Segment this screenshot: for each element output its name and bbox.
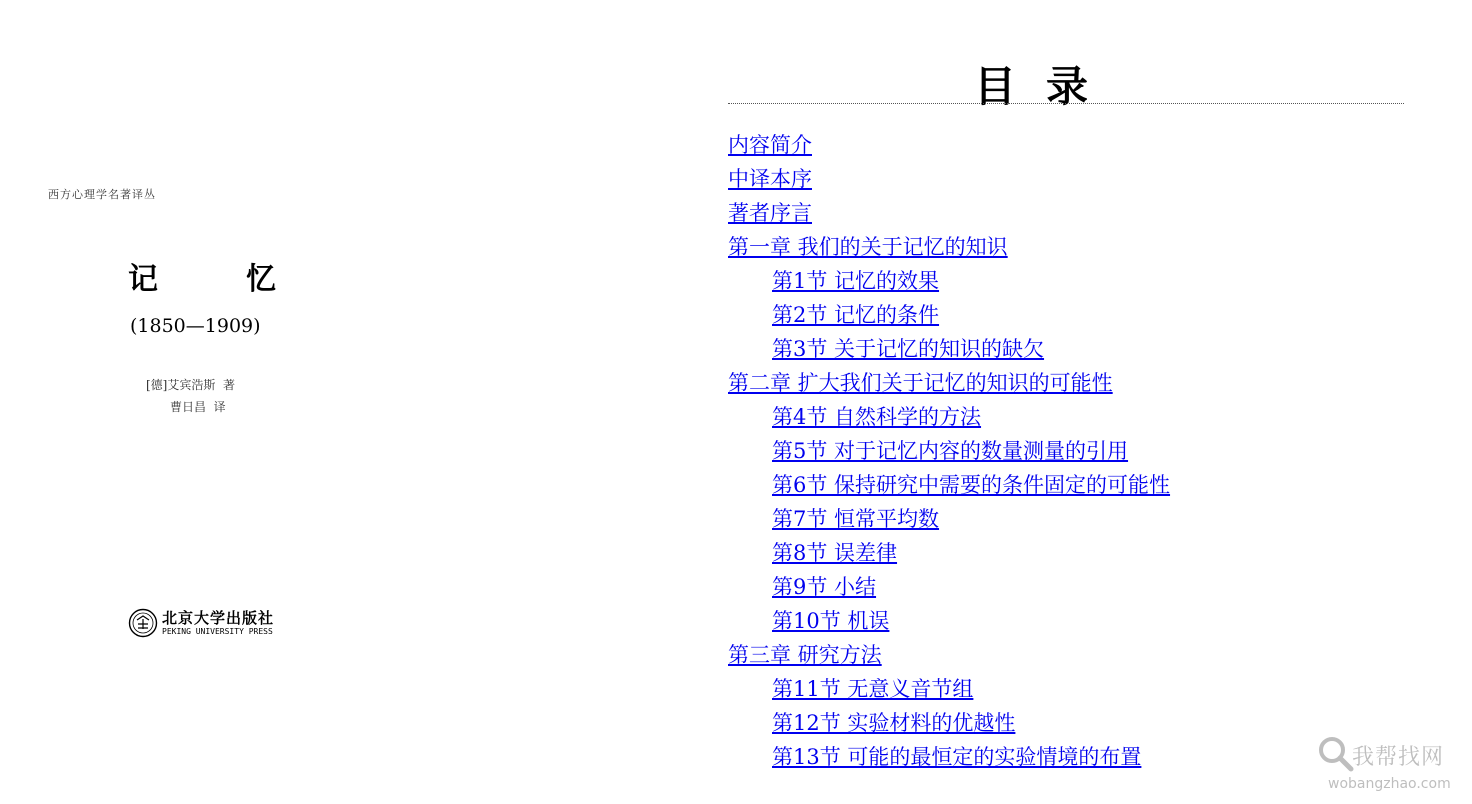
toc-entry-section [728, 400, 1170, 434]
toc-link-section[interactable]: 第2节 记忆的条件 [772, 303, 940, 327]
publisher-logo [128, 608, 274, 638]
toc-entry-section [728, 502, 1170, 536]
toc-entry-chapter [728, 366, 1170, 400]
toc-link-front[interactable]: 内容简介 [728, 133, 812, 157]
toc-entry-section [728, 604, 1170, 638]
toc-link-chapter[interactable]: 第一章 我们的关于记忆的知识 [728, 235, 1008, 259]
toc-link-section[interactable]: 第9节 小结 [772, 575, 877, 599]
toc-entry-section [728, 672, 1170, 706]
toc-link-chapter[interactable]: 第二章 扩大我们关于记忆的知识的可能性 [728, 371, 1113, 395]
toc-entry-front [728, 196, 1170, 230]
toc-link-section[interactable]: 第7节 恒常平均数 [772, 507, 940, 531]
book-title-char-2: 忆 [246, 262, 276, 297]
toc-entry-section [728, 536, 1170, 570]
toc-link-section[interactable]: 第1节 记忆的效果 [772, 269, 940, 293]
toc-entry-section [728, 434, 1170, 468]
translator-credit: 曹日昌 译 [170, 400, 226, 414]
toc-link-section[interactable]: 第11节 无意义音节组 [772, 677, 974, 701]
toc-entry-section [728, 706, 1170, 740]
book-title [128, 262, 276, 298]
publisher-name-en: PEKING UNIVERSITY PRESS [162, 626, 273, 636]
pku-emblem-icon [128, 608, 158, 638]
toc-entry-section [728, 298, 1170, 332]
toc-link-front[interactable]: 中译本序 [728, 167, 812, 191]
toc-entry-front [728, 128, 1170, 162]
toc-list [728, 128, 1170, 774]
toc-link-section[interactable]: 第12节 实验材料的优越性 [772, 711, 1016, 735]
magnifier-icon [1316, 734, 1356, 774]
toc-entry-section [728, 468, 1170, 502]
watermark-text-en: wobangzhao.com [1328, 776, 1451, 792]
book-title-char-1: 记 [128, 262, 158, 297]
author-credit: [德]艾宾浩斯 著 [146, 378, 235, 392]
toc-link-section[interactable]: 第5节 对于记忆内容的数量测量的引用 [772, 439, 1129, 463]
toc-entry-section [728, 570, 1170, 604]
toc-entry-section [728, 740, 1170, 774]
watermark [1314, 734, 1464, 798]
watermark-text-cn: 我帮找网 [1352, 745, 1445, 770]
publisher-name-cn: 北京大学出版社 [162, 608, 275, 627]
toc-link-section[interactable]: 第3节 关于记忆的知识的缺欠 [772, 337, 1045, 361]
toc-divider [728, 103, 1404, 104]
toc-link-section[interactable]: 第10节 机误 [772, 609, 890, 633]
toc-entry-chapter [728, 638, 1170, 672]
series-name: 西方心理学名著译丛 [48, 188, 156, 201]
toc-entry-section [728, 332, 1170, 366]
toc-link-section[interactable]: 第8节 误差律 [772, 541, 898, 565]
book-years: (1850—1909) [130, 315, 261, 337]
toc-entry-chapter [728, 230, 1170, 264]
toc-entry-front [728, 162, 1170, 196]
toc-link-section[interactable]: 第13节 可能的最恒定的实验情境的布置 [772, 745, 1142, 769]
toc-heading: 目录 [973, 62, 1118, 111]
toc-link-chapter[interactable]: 第三章 研究方法 [728, 643, 882, 667]
toc-entry-section [728, 264, 1170, 298]
toc-link-front[interactable]: 著者序言 [728, 201, 812, 225]
table-of-contents-page [728, 0, 1404, 804]
toc-link-section[interactable]: 第4节 自然科学的方法 [772, 405, 982, 429]
book-cover-page [0, 0, 700, 804]
toc-link-section[interactable]: 第6节 保持研究中需要的条件固定的可能性 [772, 473, 1171, 497]
